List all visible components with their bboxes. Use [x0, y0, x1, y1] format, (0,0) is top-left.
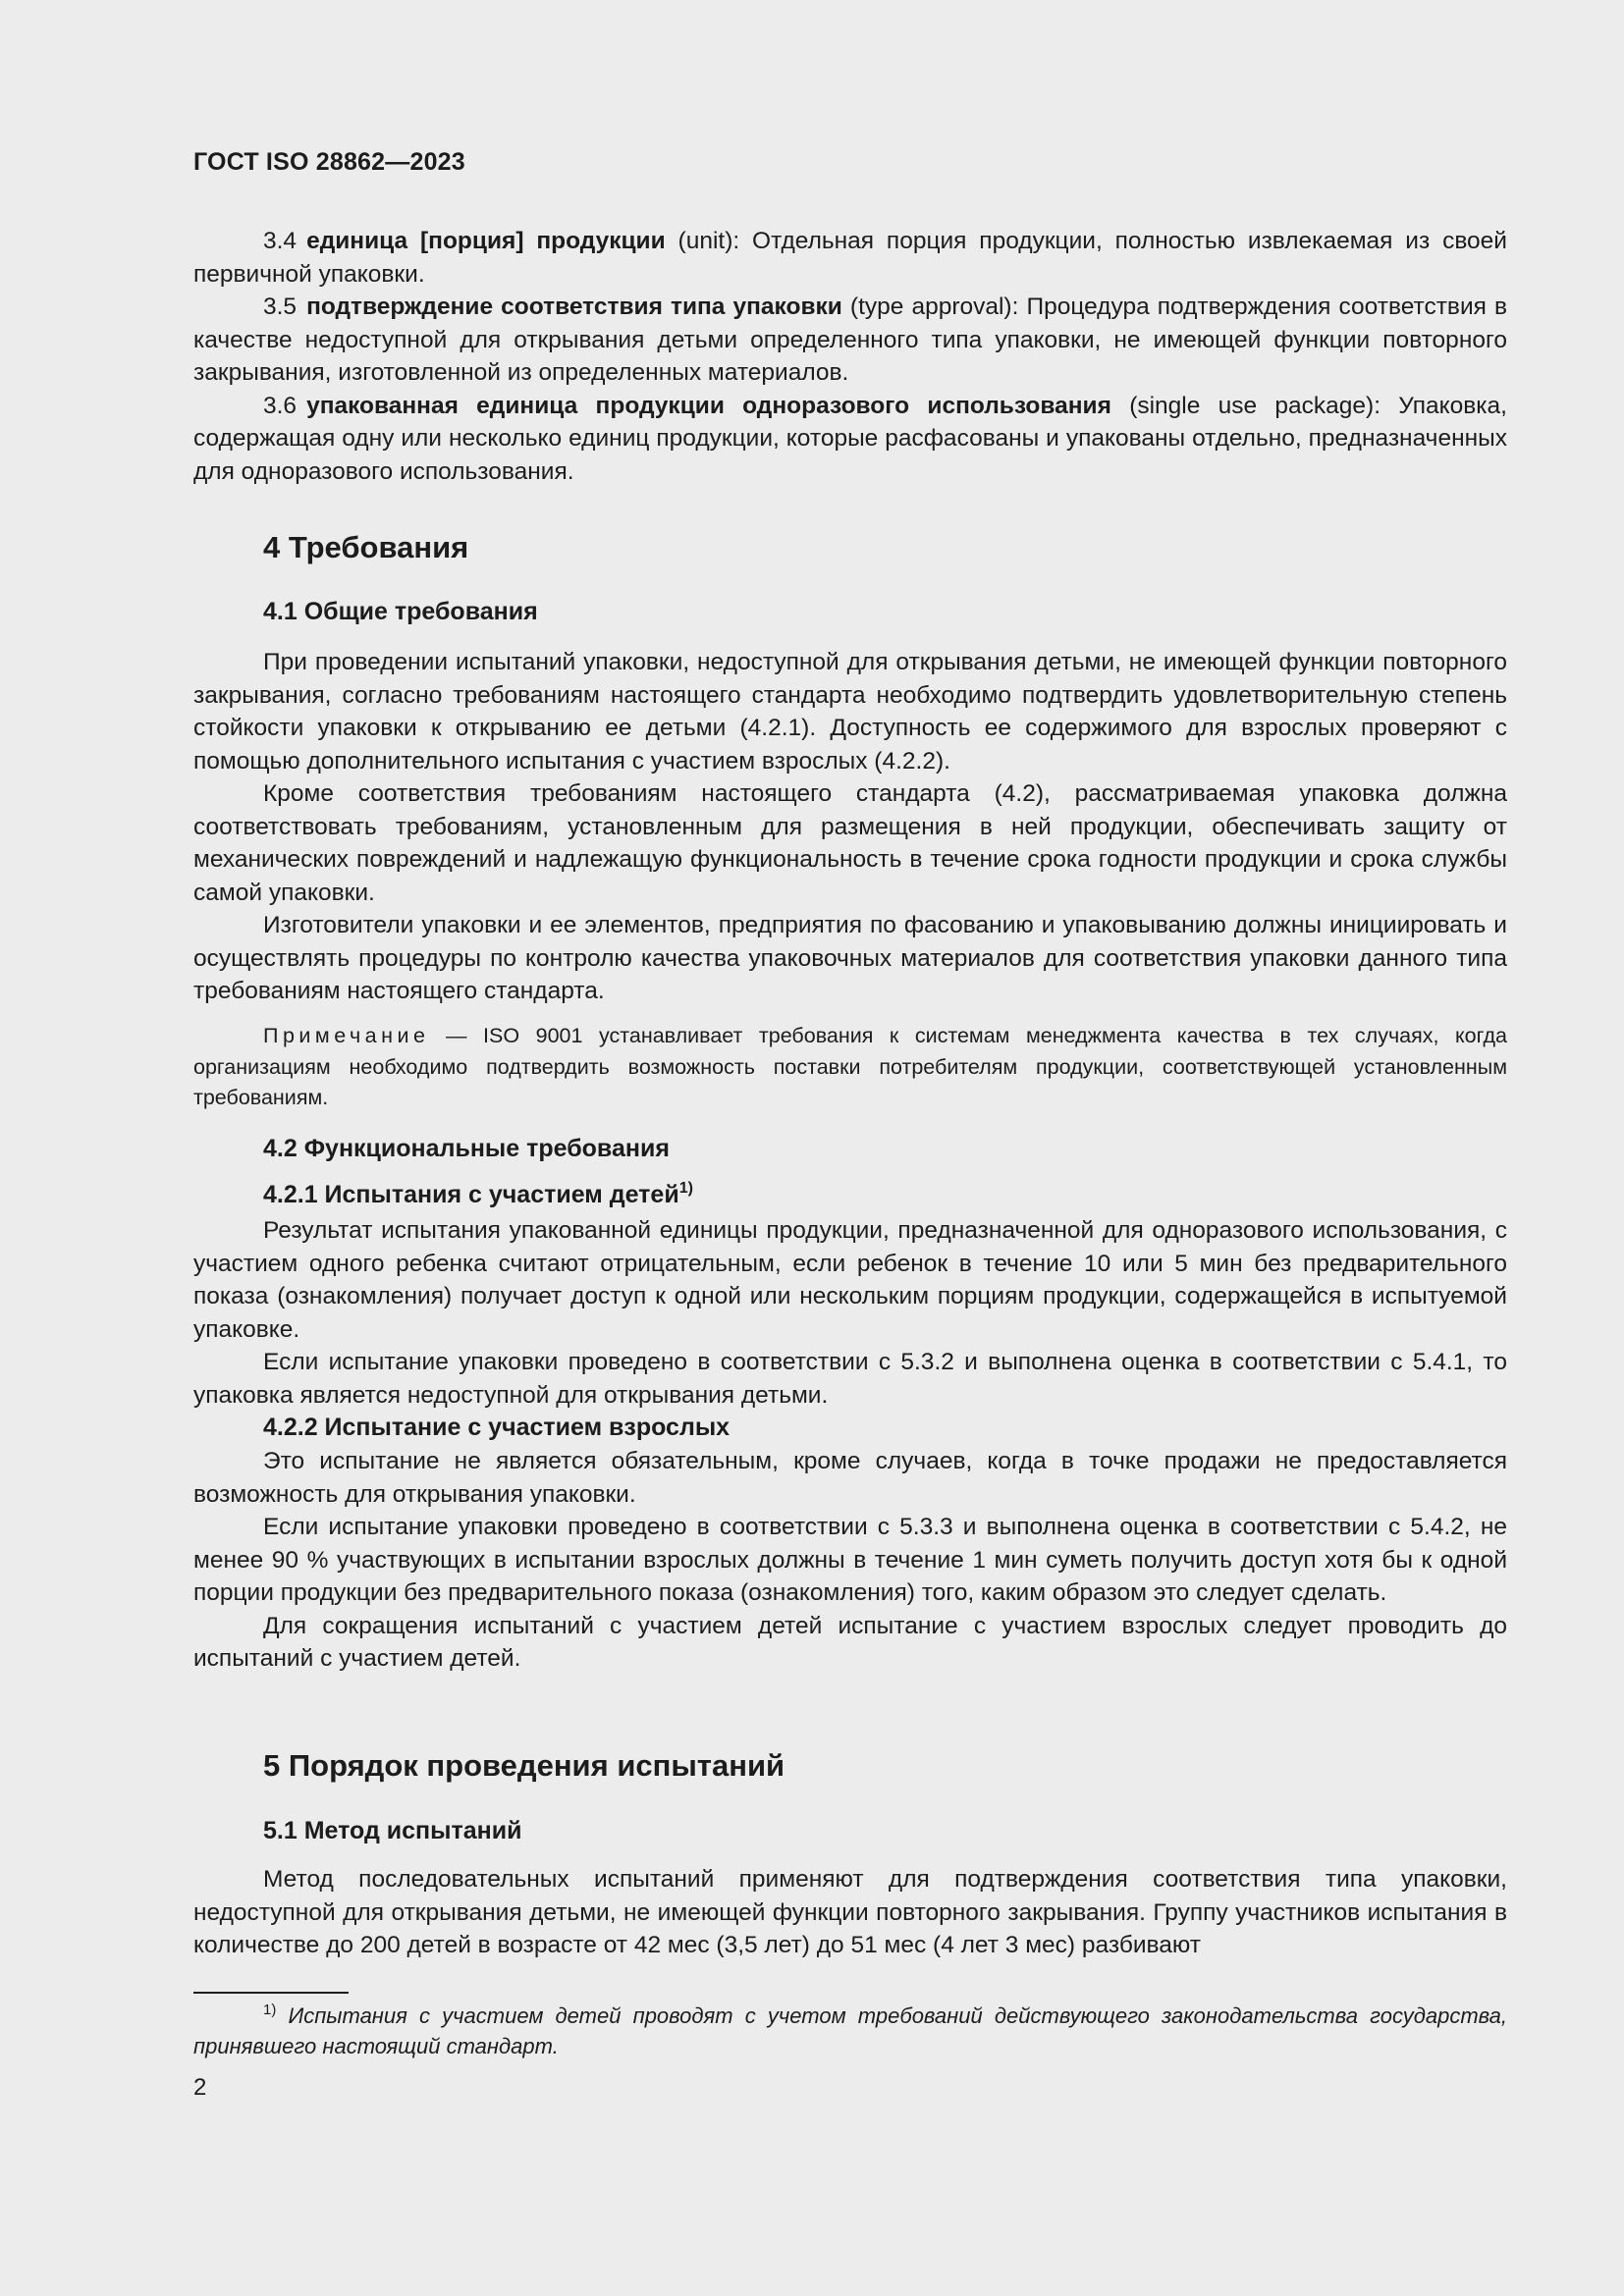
- definition-3-6: 3.6 упакованная единица продукции одноразового использования (single use package): Упаковка, содержащая одну или несколько единиц продукции, которые расфасованы и упакованы отдельно, предназначенных для одноразового использования.: [193, 392, 1507, 485]
- section-4-1-body: [193, 646, 1507, 1008]
- footnote: $^{1)}$ Испытания с участием детей проводят с учетом требований действующего законодательства государства, принявшего настоящий стандарт.: [193, 2002, 1507, 2058]
- paragraph: Если испытание упаковки проведено в соответствии с 5.3.2 и выполнена оценка в соответствии с 5.4.1, то упаковка является недоступной для открывания детьми.: [193, 1349, 1507, 1409]
- paragraph: Кроме соответствия требованиям настоящего стандарта (4.2), рассматриваемая упаковка должна соответствовать требованиям, установленным для размещения в ней продукции, обеспечивать защиту от механических повреждений и надлежащую функциональность в течение срока годности продукции и срока службы самой упаковки.: [193, 780, 1507, 906]
- footnote-ref[interactable]: 1): [678, 1180, 693, 1197]
- paragraph: Для сокращения испытаний с участием детей испытание с участием взрослых следует проводить до испытаний с участием детей.: [193, 1612, 1507, 1672]
- definition-term: упакованная единица продукции одноразового использования: [306, 392, 1111, 419]
- page-number: 2: [193, 2074, 207, 2101]
- section-4-2-2-body: [193, 1445, 1507, 1676]
- paragraph: При проведении испытаний упаковки, недоступной для открывания детьми, не имеющей функции повторного закрывания, согласно требованиям настоящего стандарта необходимо подтвердить удовлетворительную степень стойкости упаковки к открыванию ее детьми (4.2.1). Доступность ее содержимого для взрослых проверяют с помощью дополнительного испытания с участием взрослых (4.2.2).: [193, 649, 1507, 774]
- note: Примечание — ISO 9001 устанавливает требования к системам менеджмента качества в тех случаях, когда организациям необходимо подтвердить возможность поставки потребителям продукции, соответствующей установленным требованиям.: [193, 1024, 1507, 1109]
- definitions-block: [193, 225, 1507, 488]
- section-4-1-title: 4.1 Общие требования: [263, 598, 538, 625]
- section-4-2-1-body: [193, 1214, 1507, 1412]
- section-5-1-title: 5.1 Метод испытаний: [263, 1817, 522, 1844]
- section-5-title: 5 Порядок проведения испытаний: [263, 1748, 785, 1783]
- section-4-2-1-title: 4.2.1 Испытания с участием детей$^{1)}$: [263, 1180, 693, 1208]
- definition-term: подтверждение соответствия типа упаковки: [306, 294, 842, 320]
- footnote-divider: [193, 1992, 349, 1994]
- footnote-mark: 1): [263, 2002, 277, 2018]
- section-4-2-2-title: 4.2.2 Испытание с участием взрослых: [263, 1414, 731, 1441]
- paragraph: Если испытание упаковки проведено в соответствии с 5.3.3 и выполнена оценка в соответствии с 5.4.2, не менее 90 % участвующих в испытании взрослых должны в течение 1 мин суметь получить доступ хотя бы к одной порции продукции без предварительного показа (ознакомления) того, каким образом это следует сделать.: [193, 1514, 1507, 1606]
- definition-3-4: 3.4 единица [порция] продукции (unit): Отдельная порция продукции, полностью извлекаемая из своей первичной упаковки.: [193, 228, 1507, 288]
- paragraph: Это испытание не является обязательным, кроме случаев, когда в точке продажи не предоставляется возможность для открывания упаковки.: [193, 1448, 1507, 1508]
- note-block: [193, 1021, 1507, 1114]
- paragraph: Метод последовательных испытаний применяют для подтверждения соответствия типа упаковки, недоступной для открывания детьми, не имеющей функции повторного закрывания. Группу участников испытания в количестве до 200 детей в возрасте от 42 мес (3,5 лет) до 51 мес (4 лет 3 мес) разбивают: [193, 1866, 1507, 1958]
- document-header: ГОСТ ISO 28862—2023: [193, 148, 465, 176]
- definition-3-5: 3.5 подтверждение соответствия типа упаковки (type approval): Процедура подтверждения соответствия в качестве недоступной для открывания детьми определенного типа упаковки, не имеющей функции повторного закрывания, изготовленной из определенных материалов.: [193, 294, 1507, 386]
- note-label: Примечание: [263, 1024, 430, 1047]
- definition-term: единица [порция] продукции: [306, 228, 666, 254]
- section-4-2-title: 4.2 Функциональные требования: [263, 1135, 670, 1162]
- paragraph: Изготовители упаковки и ее элементов, предприятия по фасованию и упаковыванию должны инициировать и осуществлять процедуры по контролю качества упаковочных материалов для соответствия упаковки данного типа требованиям настоящего стандарта.: [193, 912, 1507, 1004]
- section-4-title: 4 Требования: [263, 530, 469, 564]
- section-5-1-body: [193, 1863, 1507, 1962]
- paragraph: Результат испытания упакованной единицы продукции, предназначенной для одноразового использования, с участием одного ребенка считают отрицательным, если ребенок в течение 10 или 5 мин без предварительного показа (ознакомления) получает доступ к одной или нескольким порциям продукции, содержащейся в испытуемой упаковке.: [193, 1217, 1507, 1343]
